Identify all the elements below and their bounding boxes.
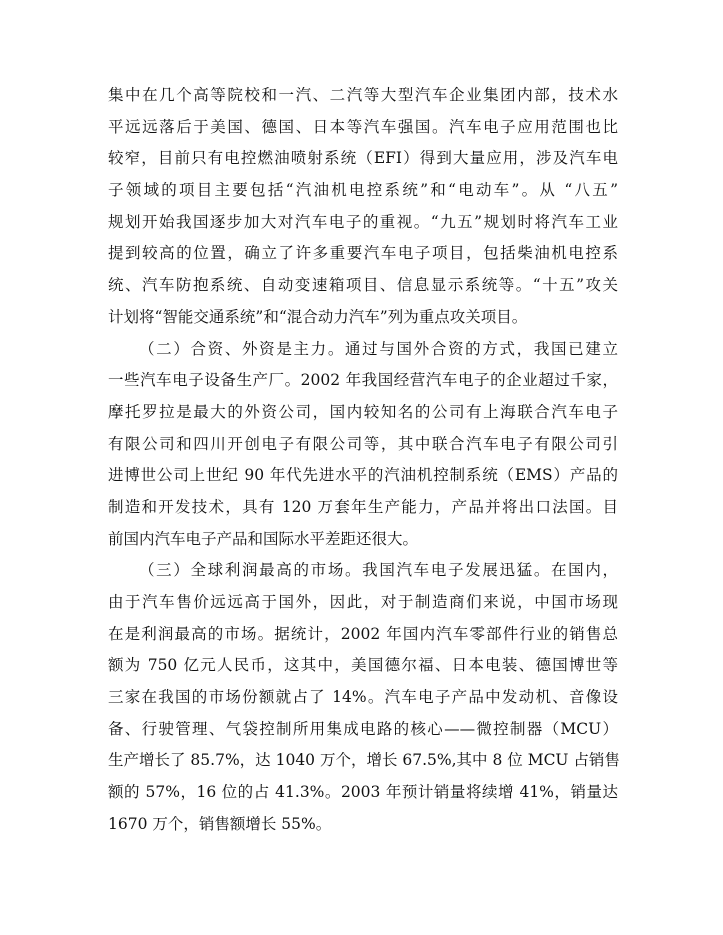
text-line: 计划将“智能交通系统”和“混合动力汽车”列为重点攻关项目。 <box>108 307 528 326</box>
text-line: 由于汽车售价远远高于国外，因此，对于制造商们来说，中国市场现 <box>108 593 618 611</box>
paragraph-heading-line: （三）全球利润最高的市场。我国汽车电子发展迅猛。在国内， <box>139 561 618 580</box>
text-line: 制造和开发技术，具有 120 万套年生产能力，产品并将出口法国。目 <box>108 497 618 516</box>
text-line: 摩托罗拉是最大的外资公司，国内较知名的公司有上海联合汽车电子 <box>108 402 618 421</box>
text-line: 额的 57%，16 位的占 41.3%。2003 年预计销量将续增 41%，销量达 <box>108 783 618 802</box>
paragraph-heading-line: （二）合资、外资是主力。通过与国外合资的方式，我国已建立 <box>139 339 618 358</box>
text-line: 额为 750 亿元人民币，这其中，美国德尔福、日本电装、德国博世等 <box>108 656 618 675</box>
text-line: 前国内汽车电子产品和国际水平差距还很大。 <box>108 529 419 548</box>
text-line: 统、汽车防抱系统、自动变速箱项目、信息显示系统等。“十五”攻关 <box>108 276 618 295</box>
text-line: 一些汽车电子设备生产厂。2002 年我国经营汽车电子的企业超过千家， <box>108 371 618 390</box>
text-line: 平远远落后于美国、德国、日本等汽车强国。汽车电子应用范围也比 <box>108 117 618 136</box>
text-line: 规划开始我国逐步加大对汽车电子的重视。“九五”规划时将汽车工业 <box>108 212 618 231</box>
text-line: 在是利润最高的市场。据统计，2002 年国内汽车零部件行业的销售总 <box>108 624 618 643</box>
text-line: 三家在我国的市场份额就占了 14%。汽车电子产品中发动机、音像设 <box>108 688 618 707</box>
text-line: 较窄，目前只有电控燃油喷射系统（EFI）得到大量应用，涉及汽车电 <box>108 149 618 168</box>
text-line: 有限公司和四川开创电子有限公司等，其中联合汽车电子有限公司引 <box>108 434 618 453</box>
text-line: 备、行驶管理、气袋控制所用集成电路的核心——微控制器（MCU） <box>108 719 618 738</box>
text-line: 子领域的项目主要包括“汽油机电控系统”和“电动车”。从 “八五” <box>108 181 618 200</box>
text-line: 1670 万个，销售额增长 55%。 <box>108 814 332 833</box>
text-line: 生产增长了 85.7%，达 1040 万个，增长 67.5%,其中 8 位 MCU 占销售 <box>108 751 620 770</box>
text-line: 集中在几个高等院校和一汽、二汽等大型汽车企业集团内部，技术水 <box>108 86 618 104</box>
body-text <box>108 80 618 841</box>
text-line: 提到较高的位置，确立了许多重要汽车电子项目，包括柴油机电控系 <box>108 244 618 263</box>
text-line: 进博世公司上世纪 90 年代先进水平的汽油机控制系统（EMS）产品的 <box>108 466 618 485</box>
